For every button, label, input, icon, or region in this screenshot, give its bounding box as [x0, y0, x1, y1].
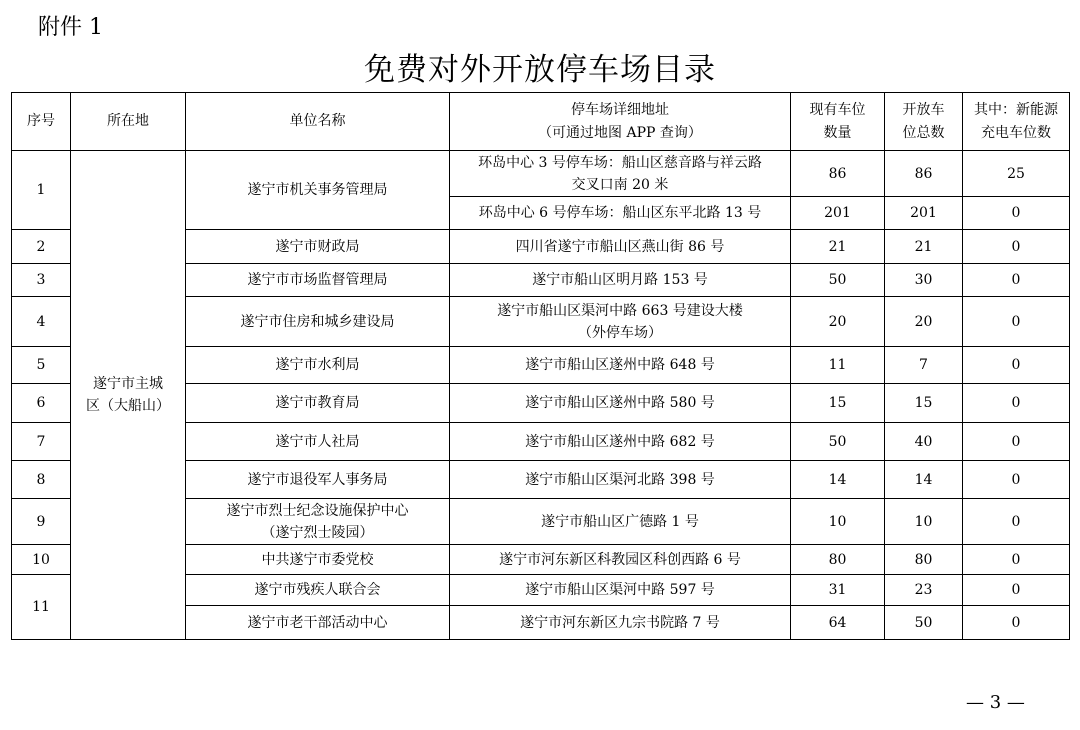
address-cell: 遂宁市船山区遂州中路 648 号	[450, 347, 791, 384]
header-open-line1: 开放车	[902, 101, 945, 118]
open-cell: 21	[885, 230, 963, 264]
location-line1: 遂宁市主城	[93, 376, 163, 392]
open-cell: 80	[885, 545, 963, 575]
seq-cell: 1	[12, 151, 71, 230]
current-cell: 10	[791, 499, 885, 545]
address-line2: （外停车场）	[578, 324, 662, 341]
unit-cell: 中共遂宁市委党校	[186, 545, 450, 575]
address-cell: 遂宁市船山区遂州中路 682 号	[450, 423, 791, 461]
address-line2: 交叉口南 20 米	[571, 176, 669, 193]
parking-directory-table	[11, 92, 1070, 640]
ev-cell: 0	[963, 297, 1070, 347]
ev-cell: 0	[963, 197, 1070, 230]
header-current-line2: 数量	[823, 124, 852, 141]
current-cell: 11	[791, 347, 885, 384]
unit-cell: 遂宁市教育局	[186, 384, 450, 423]
annex-label: 附件 1	[38, 15, 103, 40]
address-cell	[450, 151, 791, 197]
current-cell: 201	[791, 197, 885, 230]
unit-cell: 遂宁市住房和城乡建设局	[186, 297, 450, 347]
current-cell: 14	[791, 461, 885, 499]
header-location: 所在地	[71, 93, 186, 151]
seq-cell: 5	[12, 347, 71, 384]
seq-cell: 9	[12, 499, 71, 545]
seq-cell: 7	[12, 423, 71, 461]
current-cell: 50	[791, 423, 885, 461]
address-cell: 遂宁市船山区广德路 1 号	[450, 499, 791, 545]
unit-line1: 遂宁市烈士纪念设施保护中心	[226, 502, 409, 519]
ev-cell: 0	[963, 606, 1070, 640]
seq-cell: 10	[12, 545, 71, 575]
ev-cell: 0	[963, 575, 1070, 606]
address-cell: 遂宁市船山区明月路 153 号	[450, 264, 791, 297]
address-line1: 遂宁市船山区渠河中路 663 号建设大楼	[497, 302, 743, 319]
unit-cell	[186, 499, 450, 545]
header-unit: 单位名称	[186, 93, 450, 151]
seq-cell: 3	[12, 264, 71, 297]
address-line1: 环岛中心 3 号停车场：船山区慈音路与祥云路	[478, 154, 762, 171]
unit-cell: 遂宁市水利局	[186, 347, 450, 384]
address-cell: 遂宁市河东新区九宗书院路 7 号	[450, 606, 791, 640]
open-cell: 50	[885, 606, 963, 640]
ev-cell: 0	[963, 264, 1070, 297]
ev-cell: 0	[963, 545, 1070, 575]
unit-cell: 遂宁市老干部活动中心	[186, 606, 450, 640]
ev-cell: 0	[963, 423, 1070, 461]
unit-cell: 遂宁市财政局	[186, 230, 450, 264]
seq-cell: 8	[12, 461, 71, 499]
ev-cell: 0	[963, 347, 1070, 384]
open-cell: 40	[885, 423, 963, 461]
address-cell: 环岛中心 6 号停车场：船山区东平北路 13 号	[450, 197, 791, 230]
table-row	[12, 151, 1070, 197]
header-ev	[963, 93, 1070, 151]
ev-cell: 0	[963, 461, 1070, 499]
current-cell: 86	[791, 151, 885, 197]
header-address-line2: （可通过地图 APP 查询）	[538, 124, 702, 141]
current-cell: 15	[791, 384, 885, 423]
header-open	[885, 93, 963, 151]
unit-cell: 遂宁市机关事务管理局	[186, 151, 450, 230]
current-cell: 21	[791, 230, 885, 264]
open-cell: 14	[885, 461, 963, 499]
address-cell: 遂宁市河东新区科教园区科创西路 6 号	[450, 545, 791, 575]
seq-cell: 2	[12, 230, 71, 264]
ev-cell: 25	[963, 151, 1070, 197]
open-cell: 20	[885, 297, 963, 347]
location-cell	[71, 151, 186, 640]
unit-cell: 遂宁市市场监督管理局	[186, 264, 450, 297]
header-ev-line1: 其中：新能源	[974, 101, 1058, 118]
ev-cell: 0	[963, 230, 1070, 264]
current-cell: 80	[791, 545, 885, 575]
address-cell	[450, 297, 791, 347]
location-line2: 区（大船山）	[86, 398, 170, 414]
current-cell: 31	[791, 575, 885, 606]
header-seq: 序号	[12, 93, 71, 151]
header-current-line1: 现有车位	[809, 101, 866, 118]
unit-cell: 遂宁市退役军人事务局	[186, 461, 450, 499]
header-row	[12, 93, 1070, 151]
seq-cell: 4	[12, 297, 71, 347]
open-cell: 30	[885, 264, 963, 297]
header-address-line1: 停车场详细地址	[571, 101, 669, 118]
open-cell: 86	[885, 151, 963, 197]
seq-cell: 6	[12, 384, 71, 423]
open-cell: 10	[885, 499, 963, 545]
ev-cell: 0	[963, 384, 1070, 423]
header-open-line2: 位总数	[902, 124, 945, 141]
open-cell: 7	[885, 347, 963, 384]
address-cell: 遂宁市船山区渠河中路 597 号	[450, 575, 791, 606]
current-cell: 64	[791, 606, 885, 640]
current-cell: 20	[791, 297, 885, 347]
unit-cell: 遂宁市残疾人联合会	[186, 575, 450, 606]
current-cell: 50	[791, 264, 885, 297]
header-current	[791, 93, 885, 151]
address-cell: 遂宁市船山区渠河北路 398 号	[450, 461, 791, 499]
header-address	[450, 93, 791, 151]
address-cell: 四川省遂宁市船山区燕山街 86 号	[450, 230, 791, 264]
unit-line2: （遂宁烈士陵园）	[261, 524, 374, 541]
open-cell: 15	[885, 384, 963, 423]
open-cell: 201	[885, 197, 963, 230]
header-ev-line2: 充电车位数	[981, 124, 1051, 141]
ev-cell: 0	[963, 499, 1070, 545]
page-title: 免费对外开放停车场目录	[364, 52, 716, 88]
unit-cell: 遂宁市人社局	[186, 423, 450, 461]
open-cell: 23	[885, 575, 963, 606]
page-number: — 3 —	[966, 692, 1025, 713]
address-cell: 遂宁市船山区遂州中路 580 号	[450, 384, 791, 423]
seq-cell: 11	[12, 575, 71, 640]
